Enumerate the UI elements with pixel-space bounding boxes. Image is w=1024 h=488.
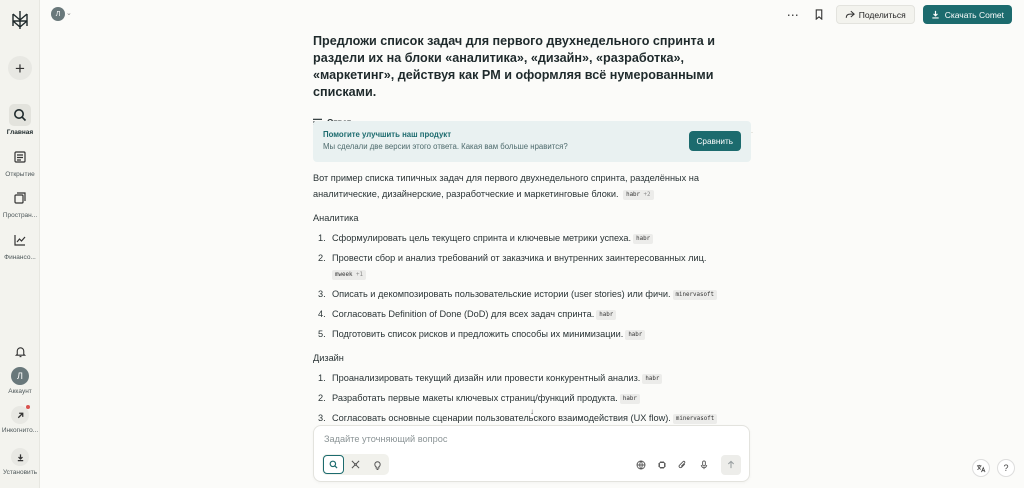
list-item-text: Согласовать Definition of Done (DoD) для всех задач спринта. bbox=[332, 309, 595, 319]
page-title: Предложи список задач для первого двухнедельного спринта и раздели их на блоки «аналитика», «дизайн», «разработка», «маркетинг», действуя как PM и оформляя всё нумерованными списками. bbox=[313, 34, 715, 99]
arrow-up-icon bbox=[727, 460, 735, 469]
sidebar-item-label: Главная bbox=[6, 129, 34, 136]
list-item-text: Согласовать основные сценарии пользовательского взаимодействия (UX flow). bbox=[332, 413, 671, 423]
list-item bbox=[313, 326, 751, 342]
more-options-icon[interactable]: ⋯ bbox=[786, 7, 799, 22]
list-number: 1. bbox=[318, 373, 326, 383]
share-label: Поделиться bbox=[858, 9, 906, 20]
incognito-button[interactable] bbox=[0, 406, 40, 434]
citation-chip[interactable]: habr bbox=[596, 310, 616, 320]
list-number: 4. bbox=[318, 309, 326, 319]
answer-intro-text: Вот пример списка типичных задач для первого двухнедельного спринта, разделённых на аналитические, дизайнерские, разработческие и маркетинговые блоки. bbox=[313, 173, 699, 199]
list-number: 1. bbox=[318, 233, 326, 243]
citation-chip[interactable]: habr bbox=[625, 330, 645, 340]
sidebar-item-label: Простран... bbox=[2, 212, 38, 219]
list-item-text: Проанализировать текущий дизайн или провести конкурентный анализ. bbox=[332, 373, 641, 383]
topbar-avatar[interactable]: Л bbox=[51, 7, 65, 21]
research-mode-icon[interactable] bbox=[345, 455, 366, 474]
follow-up-input[interactable]: Задайте уточняющий вопрос bbox=[324, 434, 448, 444]
sidebar-item-discover[interactable] bbox=[0, 146, 40, 178]
language-icon[interactable] bbox=[972, 459, 990, 477]
composer-tools bbox=[633, 454, 741, 475]
globe-icon[interactable] bbox=[633, 454, 648, 475]
account-label: Аккаунт bbox=[8, 388, 32, 395]
install-label: Установить bbox=[2, 469, 38, 476]
sidebar-item-label: Финансо... bbox=[4, 254, 36, 261]
sidebar bbox=[0, 0, 40, 488]
search-mode-toggle bbox=[322, 454, 389, 475]
notification-dot bbox=[26, 405, 30, 409]
list-item bbox=[313, 286, 751, 302]
send-button[interactable] bbox=[721, 455, 741, 475]
sidebar-item-finance[interactable] bbox=[0, 229, 40, 261]
list-number: 3. bbox=[318, 289, 326, 299]
sidebar-item-label: Открытие bbox=[5, 171, 35, 178]
section-title: Аналитика bbox=[313, 213, 359, 223]
answer-intro bbox=[313, 170, 751, 202]
list-number: 5. bbox=[318, 329, 326, 339]
download-icon bbox=[931, 10, 940, 19]
section-title: Дизайн bbox=[313, 353, 344, 363]
sidebar-item-home[interactable] bbox=[0, 104, 40, 136]
share-arrow-icon bbox=[845, 10, 855, 19]
list-item-text: Разработать первые макеты ключевых страниц/функций продукта. bbox=[332, 393, 618, 403]
new-thread-button[interactable]: + bbox=[8, 56, 32, 80]
chip-icon[interactable] bbox=[654, 454, 669, 475]
scroll-down-arrow-icon[interactable]: ↓ bbox=[530, 406, 534, 416]
citation-chip[interactable]: minervasoft bbox=[673, 290, 717, 300]
list-item-text: Провести сбор и анализ требований от заказчика и внутренних заинтересованных лиц. bbox=[332, 253, 707, 263]
bookmark-icon[interactable] bbox=[810, 6, 828, 24]
list-item bbox=[313, 250, 751, 282]
finance-chart-icon bbox=[9, 229, 31, 251]
thread-main bbox=[313, 33, 753, 133]
search-icon bbox=[9, 104, 31, 126]
avatar: Л bbox=[11, 367, 29, 385]
citation-chip[interactable] bbox=[623, 190, 653, 200]
citation-chip[interactable]: habr bbox=[620, 394, 640, 404]
banner-title: Помогите улучшить наш продукт bbox=[323, 130, 452, 139]
download-comet-label: Скачать Comet bbox=[944, 9, 1004, 20]
citation-chip[interactable]: habr bbox=[633, 234, 653, 244]
download-icon bbox=[11, 448, 29, 466]
citation-source: mweek bbox=[335, 272, 353, 278]
notifications-button[interactable] bbox=[0, 340, 40, 362]
citation-chip[interactable]: habr bbox=[642, 374, 662, 384]
list-item bbox=[313, 390, 751, 406]
spaces-icon bbox=[9, 187, 31, 209]
citation-chip[interactable] bbox=[332, 270, 366, 280]
newspaper-icon bbox=[9, 146, 31, 168]
arrow-up-right-icon bbox=[11, 406, 29, 424]
citation-more: +2 bbox=[643, 192, 651, 198]
incognito-label: Инкогнито... bbox=[1, 427, 39, 434]
list-number: 2. bbox=[318, 253, 326, 263]
chevron-down-icon[interactable]: ⌄ bbox=[66, 10, 72, 17]
download-comet-button[interactable] bbox=[923, 5, 1012, 24]
list-item bbox=[313, 306, 751, 322]
list-item bbox=[313, 230, 751, 246]
list-number: 2. bbox=[318, 393, 326, 403]
install-button[interactable] bbox=[0, 448, 40, 476]
answer-content bbox=[313, 170, 751, 430]
follow-up-composer[interactable] bbox=[313, 425, 750, 482]
list-item bbox=[313, 370, 751, 386]
banner-text: Мы сделали две версии этого ответа. Какая вам больше нравится? bbox=[323, 142, 568, 151]
microphone-icon[interactable] bbox=[696, 454, 711, 475]
citation-chip[interactable]: minervasoft bbox=[673, 414, 717, 424]
bell-icon bbox=[9, 340, 31, 362]
compare-button[interactable]: Сравнить bbox=[689, 131, 741, 151]
list-item-text: Сформулировать цель текущего спринта и ключевые метрики успеха. bbox=[332, 233, 632, 243]
citation-source: habr bbox=[626, 192, 641, 198]
account-button[interactable] bbox=[0, 367, 40, 395]
list-item-text: Подготовить список рисков и предложить способы их минимизации. bbox=[332, 329, 624, 339]
paperclip-icon[interactable] bbox=[675, 454, 690, 475]
topbar-actions bbox=[784, 5, 1012, 24]
list-number: 3. bbox=[318, 413, 326, 423]
citation-more: +1 bbox=[355, 272, 363, 278]
perplexity-logo-icon[interactable] bbox=[9, 9, 31, 31]
sidebar-item-spaces[interactable] bbox=[0, 187, 40, 219]
labs-mode-icon[interactable] bbox=[367, 455, 388, 474]
help-icon[interactable]: ? bbox=[997, 459, 1015, 477]
search-mode-icon[interactable] bbox=[323, 455, 344, 474]
compare-banner bbox=[313, 121, 751, 162]
share-button[interactable] bbox=[836, 5, 915, 24]
list-item-text: Описать и декомпозировать пользовательские истории (user stories) или фичи. bbox=[332, 289, 671, 299]
